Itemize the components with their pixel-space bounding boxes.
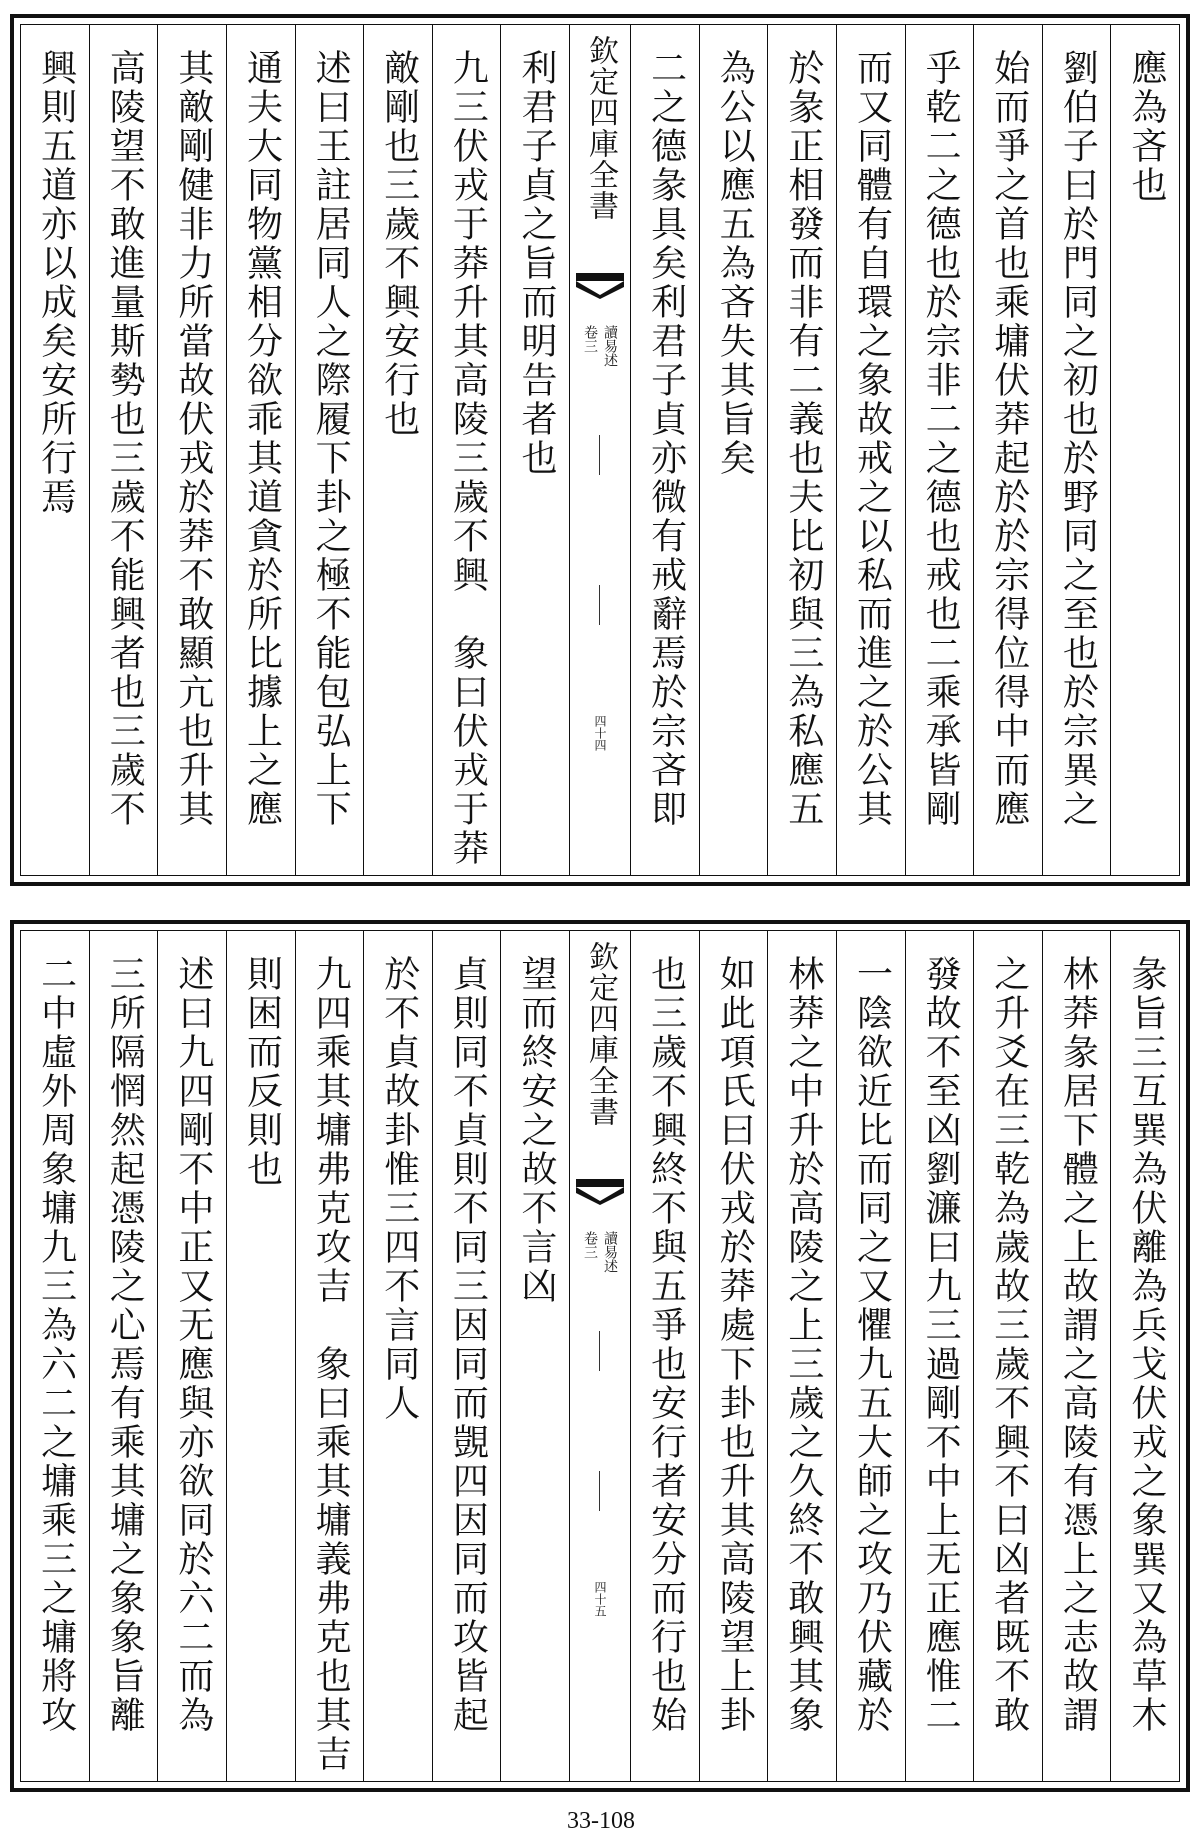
center-divider: [599, 585, 600, 625]
text-column: 乎乾二之德也於宗非二之德也戒也二乘承皆剛: [905, 25, 974, 875]
text-frame-top: [20, 24, 1180, 876]
book-title: 讀易述: [602, 1231, 618, 1273]
text-column: 興則五道亦以成矣安所行焉: [35, 49, 77, 517]
text-column: 也三歲不興終不與五爭也安行者安分而行也始: [630, 931, 699, 1781]
text-column: 應為吝也: [1110, 25, 1179, 875]
text-column: 如此項氏曰伏戎於莽處下卦也升其高陵望上卦: [699, 931, 768, 1781]
text-column: 之升爻在三乾為歲故三歲不興不曰凶者既不敢: [973, 931, 1042, 1781]
text-column: 一陰欲近比而同之又懼九五大師之攻乃伏藏於: [836, 931, 905, 1781]
volume-label: 卷三: [582, 1231, 598, 1259]
text-column: 其敵剛健非力所當故伏戎於莽不敢顯亢也升其: [157, 25, 226, 875]
text-column: 林莽彖居下體之上故謂之高陵有憑上之志故謂: [1042, 931, 1111, 1781]
text-column: 劉伯子曰於門同之初也於野同之至也於宗異之: [1042, 25, 1111, 875]
text-column: 九四乘其墉弗克攻吉 象曰乘其墉義弗克也其吉: [295, 931, 364, 1781]
text-column: 於不貞故卦惟三四不言同人: [363, 931, 432, 1781]
book-series-title: 欽定四庫全書: [583, 941, 618, 1127]
text-column: 九三伏戎于莽升其高陵三歲不興 象曰伏戎于莽: [432, 25, 501, 875]
center-divider: [599, 1471, 600, 1511]
center-divider: [599, 1331, 600, 1371]
text-column: 於彖正相發而非有二義也夫比初與三為私應五: [767, 25, 836, 875]
center-margin-column: [569, 25, 630, 875]
text-column: 林莽之中升於高陵之上三歲之久終不敢興其象: [767, 931, 836, 1781]
text-column: 則困而反則也: [226, 931, 295, 1781]
book-title: 讀易述: [602, 325, 618, 367]
text-column: 利君子貞之旨而明告者也: [500, 25, 569, 875]
text-column: 發故不至凶劉濂曰九三過剛不中上无正應惟二: [905, 931, 974, 1781]
text-column: 述曰王註居同人之際履下卦之極不能包弘上下: [295, 25, 364, 875]
fishtail-mark-icon: [576, 1179, 624, 1205]
book-subtitle-group: [570, 1231, 630, 1273]
text-column: 通夫大同物黨相分欲乖其道貪於所比據上之應: [226, 25, 295, 875]
book-series-title: 欽定四庫全書: [583, 35, 618, 221]
book-subtitle-group: [570, 325, 630, 367]
text-column: 三所隔惘然起憑陵之心焉有乘其墉之象象旨離: [89, 931, 158, 1781]
text-column: 而又同體有自環之象故戒之以私而進之於公其: [836, 25, 905, 875]
text-column: 彖旨三互巽為伏離為兵戈伏戎之象巽又為草木: [1110, 931, 1179, 1781]
leaf-number: 四十四: [593, 715, 607, 751]
text-column: 為公以應五為吝失其旨矣: [699, 25, 768, 875]
text-column: 二中虛外周象墉九三為六二之墉乘三之墉將攻: [35, 955, 77, 1735]
text-column: 貞則同不貞則不同三因同而覬四因同而攻皆起: [432, 931, 501, 1781]
page-footer-label: 33-108: [567, 1808, 635, 1834]
fishtail-mark-icon: [576, 273, 624, 299]
volume-label: 卷三: [582, 325, 598, 353]
leaf-number: 四十五: [593, 1581, 607, 1617]
page-top: [10, 14, 1190, 886]
text-column: 高陵望不敢進量斯勢也三歲不能興者也三歲不: [89, 25, 158, 875]
center-margin-column: [569, 931, 630, 1781]
text-column: 述曰九四剛不中正又无應與亦欲同於六二而為: [157, 931, 226, 1781]
text-column: 二之德彖具矣利君子貞亦微有戒辭焉於宗吝即: [630, 25, 699, 875]
text-column: 始而爭之首也乘墉伏莽起於於宗得位得中而應: [973, 25, 1042, 875]
center-divider: [599, 435, 600, 475]
text-column: 敵剛也三歲不興安行也: [363, 25, 432, 875]
text-frame-bottom: [20, 930, 1180, 1782]
text-column: 望而終安之故不言凶: [500, 931, 569, 1781]
page-bottom: [10, 920, 1190, 1792]
